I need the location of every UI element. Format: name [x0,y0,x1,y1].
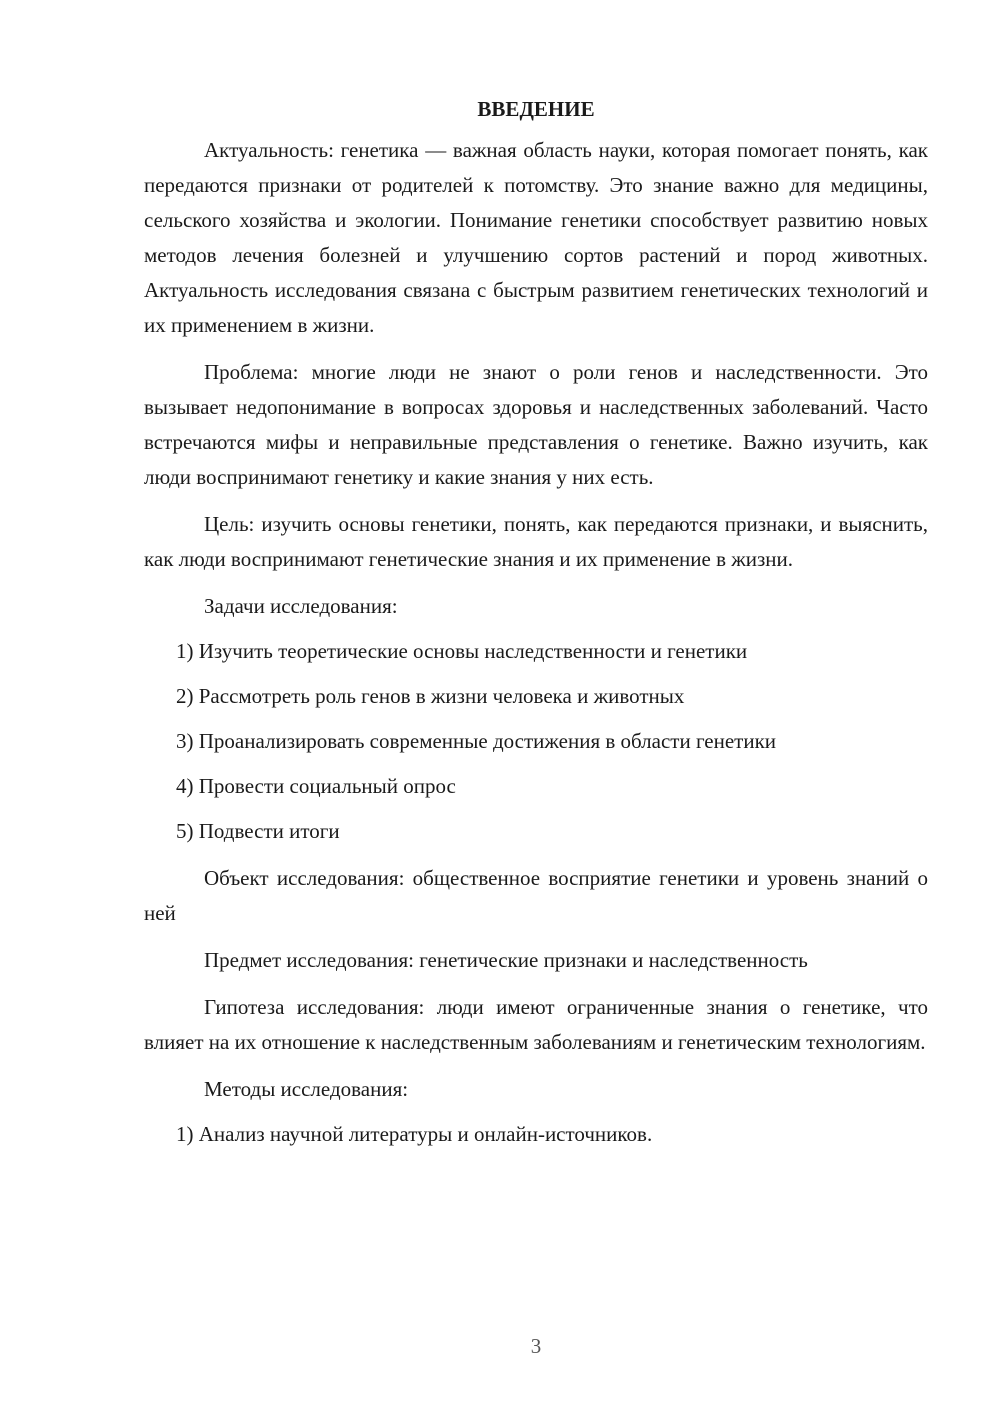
hypothesis-paragraph: Гипотеза исследования: люди имеют ограниченные знания о генетике, что влияет на их отношение к наследственным заболеваниям и генетическим технологиям. [144,995,928,1054]
task-item: 1) Изучить теоретические основы наследственности и генетики [176,639,748,663]
relevance-paragraph: Актуальность: генетика — важная область науки, которая помогает понять, как передаются признаки от родителей к потомству. Это знание важно для медицины, сельского хозяйства и экологии. Понимание генетики способствует развитию новых методов лечения болезней и улучшению сортов растений и пород животных. Актуальность исследования связана с быстрым развитием генетических технологий и их применением в жизни. [144,138,928,337]
problem-paragraph: Проблема: многие люди не знают о роли генов и наследственности. Это вызывает недопонимание в вопросах здоровья и наследственных заболеваний. Часто встречаются мифы и неправильные представления о генетике. Важно изучить, как люди воспринимают генетику и какие знания у них есть. [144,360,928,489]
subject-paragraph: Предмет исследования: генетические признаки и наследственность [204,948,808,972]
object-paragraph: Объект исследования: общественное восприятие генетики и уровень знаний о ней [144,866,928,925]
methods-title: Методы исследования: [204,1077,409,1101]
page-number: 3 [530,1334,542,1358]
section-heading: ВВЕДЕНИЕ [477,97,595,121]
page-content [144,92,928,1152]
tasks-title: Задачи исследования: [204,594,398,618]
goal-paragraph: Цель: изучить основы генетики, понять, как передаются признаки, и выяснить, как люди воспринимают генетические знания и их применение в жизни. [144,512,928,571]
method-item: 1) Анализ научной литературы и онлайн-источников. [176,1122,653,1146]
task-item: 3) Проанализировать современные достижения в области генетики [176,729,777,753]
task-item: 4) Провести социальный опрос [176,774,456,798]
task-item: 5) Подвести итоги [176,819,340,843]
task-item: 2) Рассмотреть роль генов в жизни человека и животных [176,684,685,708]
